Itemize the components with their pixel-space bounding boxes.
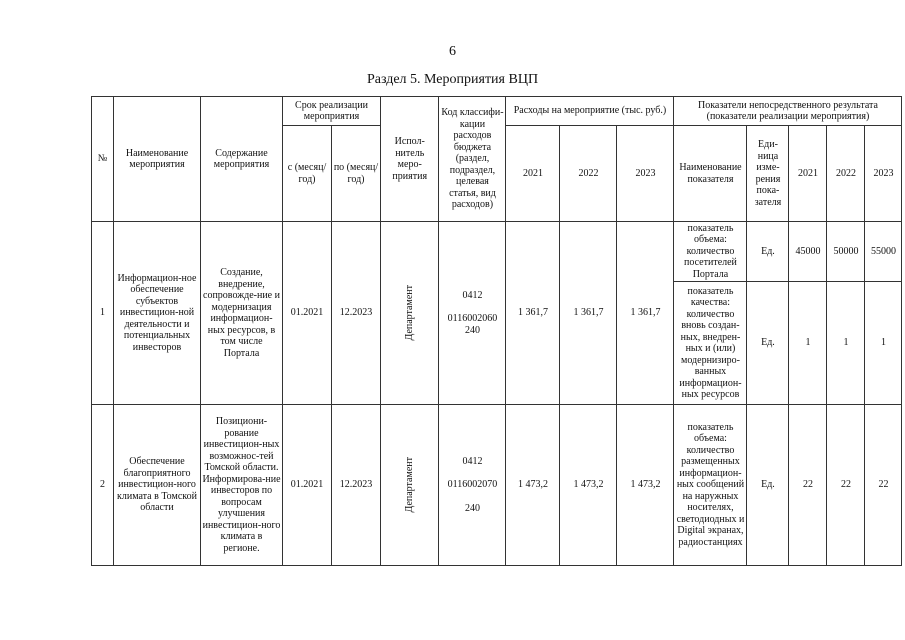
row-budget-code bbox=[439, 222, 506, 405]
header-term-to: по (месяц/ год) bbox=[332, 126, 381, 222]
row-exp: 1 361,7 bbox=[617, 222, 674, 405]
row-content: Создание, внедрение, сопровожде-ние и модернизация информацион-ных ресурсов, в том числе Портала bbox=[201, 222, 283, 405]
executor-text: Департамент bbox=[403, 285, 415, 341]
indicator-value: 1 bbox=[827, 282, 865, 405]
row-to: 12.2023 bbox=[332, 405, 381, 566]
code-section: 0412 bbox=[462, 289, 483, 301]
section-title: Раздел 5. Мероприятия ВЦП bbox=[366, 72, 539, 87]
code-type: 240 bbox=[464, 502, 480, 514]
row-num: 1 bbox=[92, 222, 114, 405]
header-ind-year: 2022 bbox=[827, 126, 865, 222]
row-exp: 1 473,2 bbox=[560, 405, 617, 566]
code-section: 0412 bbox=[462, 455, 483, 467]
code-type: 240 bbox=[464, 324, 480, 336]
header-exp-year: 2021 bbox=[506, 126, 560, 222]
row-budget-code bbox=[439, 405, 506, 566]
header-name: Наименование мероприятия bbox=[114, 97, 201, 222]
indicator-name: показатель качества: количество вновь создан-ных, внедрен-ных и (или) модернизиро-ванных информацион-ных ресурсов bbox=[674, 282, 747, 405]
row-content: Позициони-рование инвестицион-ных возможнос-тей Томской области. Информирова-ние инвесторов по вопросам улучшения инвестицион-ного климата в регионе. bbox=[201, 405, 283, 566]
header-ind-unit: Еди-ница изме-рения пока-зателя bbox=[747, 126, 789, 222]
indicator-value: 45000 bbox=[789, 222, 827, 282]
activities-table bbox=[91, 96, 902, 566]
row-executor bbox=[381, 222, 439, 405]
header-exp-year: 2023 bbox=[617, 126, 674, 222]
header-ind-year: 2023 bbox=[865, 126, 902, 222]
indicator-name: показатель объема: количество посетителей Портала bbox=[674, 222, 747, 282]
table-row bbox=[92, 405, 902, 566]
indicator-value: 22 bbox=[865, 405, 902, 566]
indicator-value: 22 bbox=[827, 405, 865, 566]
row-exp: 1 473,2 bbox=[506, 405, 560, 566]
indicator-value: 1 bbox=[865, 282, 902, 405]
header-ind-year: 2021 bbox=[789, 126, 827, 222]
row-name: Информацион-ное обеспечение субъектов инвестицион-ной деятельности и потенциальных инвесторов bbox=[114, 222, 201, 405]
header-content: Содержание мероприятия bbox=[201, 97, 283, 222]
header-term-from: с (месяц/ год) bbox=[283, 126, 332, 222]
row-to: 12.2023 bbox=[332, 222, 381, 405]
indicator-value: 22 bbox=[789, 405, 827, 566]
indicator-unit: Ед. bbox=[747, 405, 789, 566]
code-target: 0116002060 bbox=[447, 313, 498, 325]
header-expenses: Расходы на мероприятие (тыс. руб.) bbox=[506, 97, 674, 126]
row-from: 01.2021 bbox=[283, 405, 332, 566]
row-from: 01.2021 bbox=[283, 222, 332, 405]
page-number: 6 bbox=[449, 44, 456, 59]
row-executor bbox=[381, 405, 439, 566]
header-num: № bbox=[92, 97, 114, 222]
code-target: 0116002070 bbox=[447, 479, 498, 491]
header-ind-name: Наименование показателя bbox=[674, 126, 747, 222]
table-row bbox=[92, 222, 902, 282]
indicator-value: 1 bbox=[789, 282, 827, 405]
indicator-unit: Ед. bbox=[747, 282, 789, 405]
indicator-unit: Ед. bbox=[747, 222, 789, 282]
header-term: Срок реализации мероприятия bbox=[283, 97, 381, 126]
header-executor: Испол-нитель меро-приятия bbox=[381, 97, 439, 222]
row-exp: 1 361,7 bbox=[506, 222, 560, 405]
indicator-name: показатель объема: количество размещенных информацион-ных сообщений на наружных носителях, светодиодных и Digital экранах, радиостанциях bbox=[674, 405, 747, 566]
row-name: Обеспечение благоприятного инвестицион-ного климата в Томской области bbox=[114, 405, 201, 566]
row-exp: 1 473,2 bbox=[617, 405, 674, 566]
row-num: 2 bbox=[92, 405, 114, 566]
header-indicators: Показатели непосредственного результата (показатели реализации мероприятия) bbox=[674, 97, 902, 126]
header-budget-code: Код классифи-кации расходов бюджета (раздел, подраздел, целевая статья, вид расходов) bbox=[439, 97, 506, 222]
row-exp: 1 361,7 bbox=[560, 222, 617, 405]
header-exp-year: 2022 bbox=[560, 126, 617, 222]
indicator-value: 55000 bbox=[865, 222, 902, 282]
indicator-value: 50000 bbox=[827, 222, 865, 282]
executor-text: Департамент bbox=[403, 457, 415, 513]
